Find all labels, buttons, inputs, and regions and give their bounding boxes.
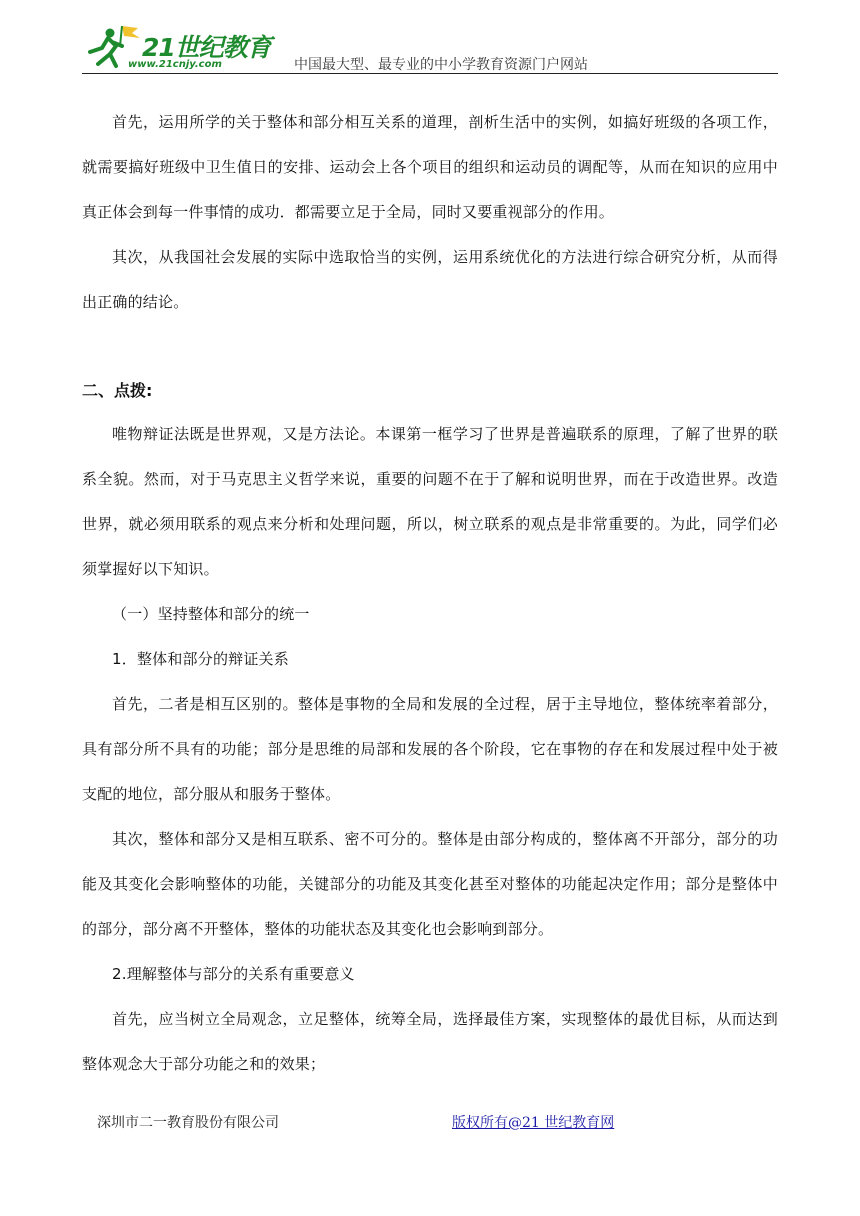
header-divider [82, 73, 778, 74]
page-footer [0, 1112, 860, 1136]
section-heading: 二、点拨: [82, 381, 153, 400]
section-paragraph-3: 其次，整体和部分又是相互联系、密不可分的。整体是由部分构成的，整体离不开部分，部分的功能及其变化会影响整体的功能，关键部分的功能及其变化甚至对整体的功能起决定作用；部分是整体中的部分，部分离不开整体，整体的功能状态及其变化也会影响到部分。 [82, 830, 778, 938]
site-logo[interactable] [82, 22, 282, 74]
logo-url-text: www.21cnjy.com [128, 59, 222, 70]
footer-company: 深圳市二一教育股份有限公司 [97, 1115, 279, 1131]
footer-copyright-link[interactable]: 版权所有@21 世纪教育网 [452, 1115, 615, 1131]
subheading-1: （一）坚持整体和部分的统一 [112, 605, 310, 623]
subheading-2: 2.理解整体与部分的关系有重要意义 [112, 965, 355, 983]
subheading-1-1: 1．整体和部分的辩证关系 [112, 650, 289, 668]
intro-paragraph-1: 首先，运用所学的关于整体和部分相互关系的道理，剖析生活中的实例，如搞好班级的各项工作，就需要搞好班级中卫生值日的安排、运动会上各个项目的组织和运动员的调配等，从而在知识的应用中真正体会到每一件事情的成功．都需要立足于全局，同时又要重视部分的作用。 [82, 113, 778, 221]
section-paragraph-1: 唯物辩证法既是世界观，又是方法论。本课第一框学习了世界是普遍联系的原理，了解了世界的联系全貌。然而，对于马克思主义哲学来说，重要的问题不在于了解和说明世界，而在于改造世界。改造世界，就必须用联系的观点来分析和处理问题，所以，树立联系的观点是非常重要的。为此，同学们必须掌握好以下知识。 [82, 425, 778, 578]
site-tagline: 中国最大型、最专业的中小学教育资源门户网站 [294, 57, 588, 73]
section-block [82, 412, 778, 1087]
intro-block [82, 100, 778, 325]
page-header [82, 22, 778, 74]
logo-brand-text: 21世纪教育 [142, 33, 271, 62]
intro-paragraph-2: 其次，从我国社会发展的实际中选取恰当的实例，运用系统优化的方法进行综合研究分析，从而得出正确的结论。 [82, 248, 778, 311]
section-paragraph-4: 首先，应当树立全局观念，立足整体，统筹全局，选择最佳方案，实现整体的最优目标，从而达到整体观念大于部分功能之和的效果； [82, 1010, 778, 1073]
section-paragraph-2: 首先，二者是相互区别的。整体是事物的全局和发展的全过程，居于主导地位，整体统率着部分，具有部分所不具有的功能；部分是思维的局部和发展的各个阶段，它在事物的存在和发展过程中处于被支配的地位，部分服从和服务于整体。 [82, 695, 778, 803]
